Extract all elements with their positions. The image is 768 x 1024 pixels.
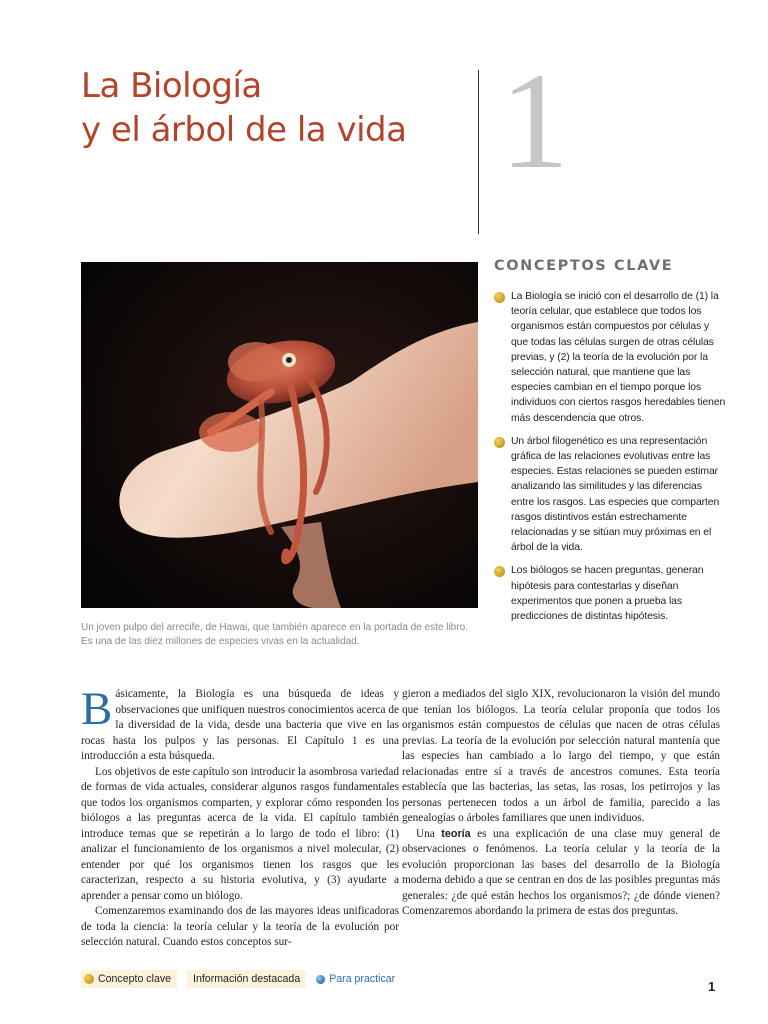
key-concept-text: Un árbol filogenético es una representación gráfica de las relaciones evolutivas entre las especies. Estas relaciones se pueden estimar analizando las similitudes y las diferencias entre los rasgos. Las especies que comparten rasgos distintivos están estrechamente relacionadas y se sitúan muy próximas en el árbol de la vida. xyxy=(511,435,720,554)
concept-bullet-icon xyxy=(494,566,505,577)
body-paragraph: gieron a mediados del siglo XIX, revolucionaron la visión del mundo que tenían los biólogos. La teoría celular proponía que todos los organismos están compuestos de células que nacen de otras células previas. La teoría de la evolución por selección natural mantenía que las especies han cambiado a lo largo del tiempo, y que están relacionadas entre sí a través de ancestros comunes. Esta teoría establecía que las bacterias, las setas, las rosas, los petirrojos y las personas pertenecen todos a un árbol de familia, parecido a las genealogías o árboles familiares que unen individuos. xyxy=(402,688,720,824)
body-column-left xyxy=(81,683,399,951)
body-paragraph xyxy=(81,683,399,765)
chapter-number: 1 xyxy=(500,44,569,197)
chapter-title-line2: y el árbol de la vida xyxy=(81,110,407,150)
body-paragraph xyxy=(402,827,720,920)
practice-dot-icon xyxy=(316,975,325,984)
legend-concept-label: Concepto clave xyxy=(98,973,172,985)
chapter-title-line1: La Biología xyxy=(81,66,262,106)
body-column-right xyxy=(402,687,720,920)
key-concept-text: La Biología se inició con el desarrollo de (1) la teoría celular, que establece que todos los organismos están compuestos por células y que todas las células surgen de otras células previas, y (2) la teoría de la evolución por la selección natural, que mantiene que las especies cambian en el tiempo porque los individuos con ciertos rasgos heredables tienen más descendencia que otros. xyxy=(511,291,726,424)
body-paragraph: Los objetivos de este capítulo son introducir la asombrosa variedad de formas de vida actuales, considerar algunos rasgos fundamentales que todos los organismos comparten, y explorar cómo responden los biólogos a las preguntas acerca de la vida. El capítulo también introduce temas que se repetirán a lo largo de todo el libro: (1) analizar el funcionamiento de los organismos a nivel molecular, (2) entender por qué los organismos tienen los rasgos que les caracterizan, respecto a su historia evolutiva, y (3) ayudarte a aprender a pensar como un biólogo. xyxy=(81,765,399,902)
legend-practice xyxy=(316,973,395,985)
octopus-photo xyxy=(81,262,478,608)
header-divider xyxy=(478,70,479,234)
legend-practice-label: Para practicar xyxy=(329,973,396,985)
photo-caption: Un joven pulpo del arrecife, de Hawai, que también aparece en la portada de este libro. Es una de las diez millones de especies vivas en la actualidad. xyxy=(81,622,468,647)
concept-bullet-icon xyxy=(494,292,505,303)
legend-concept xyxy=(81,970,177,988)
body-paragraph-text: ásicamente, la Biología es una búsqueda de ideas y observaciones que unifiquen nuestros conocimientos acerca de la diversidad de la vida, desde una bacteria que vive en las rocas hasta los pulpos y las personas. El Capítulo 1 es una introducción a esta búsqueda. xyxy=(81,688,399,762)
key-concept-item xyxy=(494,289,726,426)
body-paragraph: Comenzaremos examinando dos de las mayores ideas unificadoras de toda la ciencia: la teoría celular y la teoría de la evolución por selección natural. Cuando estos conceptos sur- xyxy=(81,905,399,948)
key-concept-item xyxy=(494,434,726,556)
concept-bullet-icon xyxy=(84,974,94,984)
body-text: Una xyxy=(416,827,442,840)
key-term: teoría xyxy=(441,827,471,840)
key-concept-item xyxy=(494,563,726,624)
key-concepts-list xyxy=(494,289,726,632)
body-text: es una explicación de una clase muy general de observaciones o fenómenos. La teoría celular y la teoría de la evolución proporcionan las bases del desarrollo de la Biología moderna debido a que se centran en dos de las posibles preguntas más generales: ¿de qué están hechos los organismos?; ¿de dónde vienen? Comenzaremos abordando la primera de estas dos preguntas. xyxy=(402,827,720,917)
legend-highlight-label: Información destacada xyxy=(187,970,306,988)
concept-bullet-icon xyxy=(494,437,505,448)
page-number: 1 xyxy=(708,979,716,994)
chapter-title xyxy=(81,64,481,152)
key-concepts-heading: CONCEPTOS CLAVE xyxy=(494,258,674,274)
drop-cap: B xyxy=(81,683,113,735)
legend xyxy=(81,969,395,989)
key-concept-text: Los biólogos se hacen preguntas, generan hipótesis para contestarlas y diseñan experimentos que ponen a prueba las predicciones de distintas hipótesis. xyxy=(511,565,704,623)
